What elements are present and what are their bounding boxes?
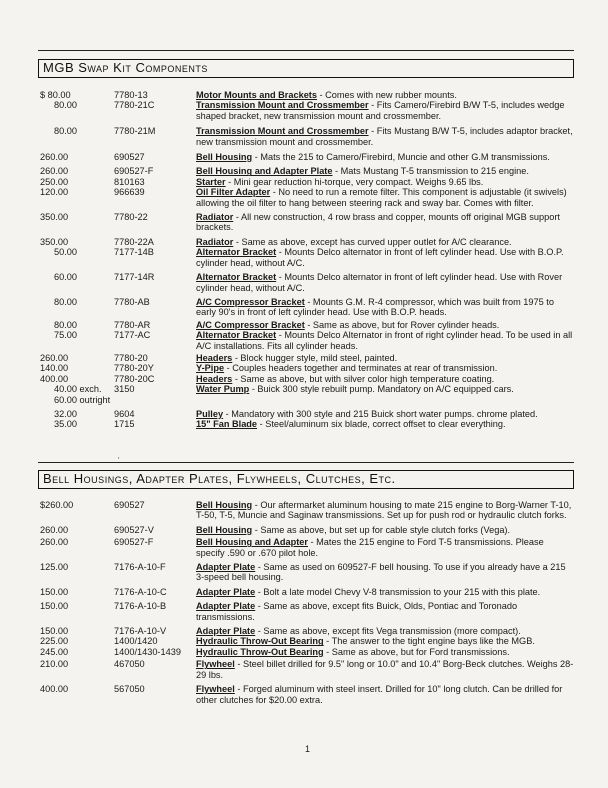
table-row <box>0 363 608 373</box>
item-part-number: 7780-21M <box>114 126 156 137</box>
item-price: 35.00 <box>54 419 77 430</box>
item-name: Hydraulic Throw-Out Bearing <box>196 636 324 647</box>
item-details: - Fits Camero/Firebird B/W T-5, includes wedge shaped bracket, new transmission mount and crossmember. <box>196 100 565 121</box>
item-price: 125.00 <box>40 562 69 573</box>
table-row <box>0 297 608 318</box>
item-part-number: 1400/1420 <box>114 636 158 647</box>
table-row <box>0 100 608 121</box>
item-description <box>196 659 574 680</box>
table-row <box>0 177 608 187</box>
item-part-number: 7780-20Y <box>114 363 154 374</box>
item-name: Starter <box>196 176 226 187</box>
item-name: Alternator Bracket <box>196 247 277 258</box>
item-price: 120.00 <box>40 187 69 198</box>
item-details: - Mounts Delco Alternator in front of right cylinder head. To be used in all A/C installations. Fits all cylinder heads. <box>196 330 573 351</box>
item-description <box>196 166 574 176</box>
item-part-number: 7780-20 <box>114 352 148 363</box>
item-details: - Forged aluminum with steel insert. Drilled for 10" long clutch. Can be drilled for other clutches for $20.00 extra. <box>196 684 563 705</box>
item-part-number: 7780-AB <box>114 296 150 307</box>
table-row <box>0 537 608 558</box>
item-price: 400.00 <box>40 373 69 384</box>
item-part-number: 7780-13 <box>114 90 148 100</box>
item-part-number: 7780-21C <box>114 100 155 111</box>
table-row <box>0 500 608 521</box>
item-part-number: 7176-A-10-V <box>114 626 167 637</box>
table-row <box>0 320 608 330</box>
item-part-number: 7780-22A <box>114 236 154 247</box>
table-row <box>0 636 608 646</box>
table-row <box>0 353 608 363</box>
item-description <box>196 212 574 233</box>
item-part-number: 1715 <box>114 419 135 430</box>
page-number: 1 <box>305 744 311 754</box>
section-title-mgb-swap-kit: MGB Swap Kit Components <box>38 59 574 78</box>
item-description <box>196 152 574 162</box>
item-description <box>196 601 574 622</box>
item-price: 40.00 exch. <box>54 384 102 395</box>
item-details: - Mini gear reduction hi-torque, very compact. Weighs 9.65 lbs. <box>225 176 484 187</box>
item-name: Water Pump <box>196 384 250 395</box>
item-name: A/C Compressor Bracket <box>196 296 305 307</box>
table-row <box>0 272 608 293</box>
item-details: - Steel billet drilled for 9.5" long or 10.0" and 10.4" Borg-Beck clutches. Weighs 28-29 lbs. <box>196 659 574 680</box>
item-description <box>196 562 574 583</box>
item-name: Hydraulic Throw-Out Bearing <box>196 646 324 657</box>
item-description <box>196 90 574 100</box>
item-price: 50.00 <box>54 247 77 258</box>
item-details: - Same as above, except fits Vega transmission (more compact). <box>255 626 521 637</box>
table-row <box>0 525 608 535</box>
item-price: 260.00 <box>40 152 69 163</box>
item-part-number: 7780-22 <box>114 212 148 223</box>
item-part-number: 690527-V <box>114 524 154 535</box>
item-description <box>196 297 574 318</box>
item-description <box>196 409 574 419</box>
item-details: - Mounts Delco alternator in front of left cylinder head. Use with Rover cylinder head, without A/C. <box>196 272 563 293</box>
item-details: - Mates the 215 engine to Ford T-5 transmissions. Please specify .590 or .670 pilot hole. <box>196 537 544 558</box>
item-part-number: 7176-A-10-F <box>114 562 166 573</box>
item-price: 350.00 <box>40 236 69 247</box>
item-details: - Fits Mustang B/W T-5, includes adaptor bracket, new transmission mount and crossmember. <box>196 126 573 147</box>
item-part-number: 7780-AR <box>114 319 151 330</box>
item-details: - Buick 300 style rebuilt pump. Mandatory on A/C equipped cars. <box>249 384 514 395</box>
item-description <box>196 363 574 373</box>
item-price: 210.00 <box>40 659 69 670</box>
item-part-number: 567050 <box>114 684 145 695</box>
item-price: 150.00 <box>40 586 69 597</box>
item-name: Adapter Plate <box>196 586 256 597</box>
item-price: $260.00 <box>40 500 74 510</box>
item-price: 140.00 <box>40 363 69 374</box>
item-details: - Same as used on 609527-F bell housing. To use if you already have a 215 3-speed bell housing. <box>196 562 566 583</box>
item-details: - Same as above, except has curved upper outlet for A/C clearance. <box>233 236 512 247</box>
item-part-number: 3150 <box>114 384 135 395</box>
table-row <box>0 384 608 405</box>
item-part-number: 467050 <box>114 659 145 670</box>
item-name: Radiator <box>196 236 234 247</box>
item-price: 260.00 <box>40 352 69 363</box>
top-rule <box>38 50 574 51</box>
item-name: Transmission Mount and Crossmember <box>196 126 369 137</box>
item-name: Bell Housing <box>196 152 253 163</box>
item-description <box>196 177 574 187</box>
item-name: Adapter Plate <box>196 626 256 637</box>
item-description <box>196 636 574 646</box>
item-details: - Mounts G.M. R-4 compressor, which was built from 1975 to early 90's in front of left cylinder head. Use with B.O.P. heads. <box>196 296 554 318</box>
item-price: 245.00 <box>40 646 69 657</box>
table-row <box>0 126 608 147</box>
item-part-number: 810163 <box>114 176 145 187</box>
item-description <box>196 187 574 208</box>
item-details: - Same as above, but for Ford transmissions. <box>323 646 510 657</box>
table-row <box>0 626 608 636</box>
item-price: 75.00 <box>54 330 77 341</box>
item-details: - Mounts Delco alternator in front of left cylinder head. Use with B.O.P. cylinder head, without A/C. <box>196 247 564 268</box>
item-part-number: 690527 <box>114 152 145 163</box>
item-name: Bell Housing and Adapter Plate <box>196 166 333 177</box>
table-row <box>0 374 608 384</box>
item-price: 80.00 <box>54 100 77 111</box>
item-name: Motor Mounts and Brackets <box>196 90 317 100</box>
item-description <box>196 374 574 384</box>
item-details: - Mats the 215 to Camero/Firebird, Muncie and other G.M transmissions. <box>252 152 550 163</box>
item-price: 400.00 <box>40 684 69 695</box>
item-price: 80.00 <box>54 296 77 307</box>
item-description <box>196 419 574 429</box>
table-row <box>0 166 608 176</box>
table-row <box>0 187 608 208</box>
item-price: 80.00 <box>54 126 77 137</box>
table-row <box>0 90 608 100</box>
item-name: Flywheel <box>196 684 235 695</box>
item-part-number: 1400/1430-1439 <box>114 646 181 657</box>
item-description <box>196 525 574 535</box>
table-row <box>0 152 608 162</box>
item-details: - Same as above, but with silver color high temperature coating. <box>232 373 495 384</box>
item-name: Alternator Bracket <box>196 330 277 341</box>
item-name: Pulley <box>196 408 224 419</box>
item-name: Transmission Mount and Crossmember <box>196 100 369 111</box>
item-part-number: 7176-A-10-B <box>114 601 167 612</box>
table-row <box>0 330 608 351</box>
item-details: - Couples headers together and terminates at rear of transmission. <box>224 363 498 374</box>
table-row <box>0 587 608 597</box>
item-part-number: 966639 <box>114 187 145 198</box>
table-row <box>0 409 608 419</box>
item-description <box>196 500 574 521</box>
item-details: - Mats Mustang T-5 transmission to 215 engine. <box>332 166 529 177</box>
section-divider-rule <box>38 462 574 463</box>
item-price: 80.00 <box>54 319 77 330</box>
item-price: 60.00 <box>54 272 77 283</box>
item-price: 32.00 <box>54 408 77 419</box>
item-description <box>196 384 574 394</box>
item-details: - Same as above, but set up for cable style clutch forks (Vega). <box>252 524 511 535</box>
table-row <box>0 684 608 705</box>
item-description <box>196 320 574 330</box>
item-name: A/C Compressor Bracket <box>196 319 305 330</box>
item-name: Alternator Bracket <box>196 272 277 283</box>
item-name: Y-Pipe <box>196 363 225 374</box>
item-name: Radiator <box>196 212 234 223</box>
item-name: Bell Housing and Adapter <box>196 537 308 548</box>
item-description <box>196 684 574 705</box>
item-name: 15" Fan Blade <box>196 419 258 430</box>
item-description <box>196 100 574 121</box>
item-name: Flywheel <box>196 659 235 670</box>
item-price: 260.00 <box>40 537 69 548</box>
item-name: Headers <box>196 373 233 384</box>
item-details: - All new construction, 4 row brass and copper, mounts off original MGB support brackets. <box>196 212 560 233</box>
item-description <box>196 330 574 351</box>
item-price: 150.00 <box>40 626 69 637</box>
item-description <box>196 626 574 636</box>
table-row <box>0 247 608 268</box>
item-details: - The answer to the tight engine bays like the MGB. <box>323 636 535 647</box>
item-price: 260.00 <box>40 166 69 177</box>
item-name: Adapter Plate <box>196 562 256 573</box>
stray-mark: ' <box>118 456 120 465</box>
item-price: 350.00 <box>40 212 69 223</box>
item-name: Oil Filter Adapter <box>196 187 271 198</box>
item-part-number: 690527 <box>114 500 145 510</box>
item-part-number: 7780-20C <box>114 373 155 384</box>
item-details: - Comes with new rubber mounts. <box>316 90 457 100</box>
item-part-number: 7177-14B <box>114 247 154 258</box>
item-name: Bell Housing <box>196 500 253 510</box>
item-price: $ 80.00 <box>40 90 71 100</box>
item-part-number: 9604 <box>114 408 135 419</box>
item-details: - Block hugger style, mild steel, painted. <box>232 352 398 363</box>
item-description <box>196 353 574 363</box>
table-row <box>0 601 608 622</box>
item-name: Headers <box>196 352 233 363</box>
section-title-bell-housings: Bell Housings, Adapter Plates, Flywheels, Clutches, Etc. <box>38 470 574 489</box>
item-details: - No need to run a remote filter. This component is adjustable (it swivels) allowing the oil filter to hang between steering rack and sway bar. Comes with filter. <box>196 187 567 208</box>
item-details: - Same as above, but for Rover cylinder heads. <box>304 319 500 330</box>
item-details: - Steel/aluminum six blade, correct offset to clear everything. <box>257 419 506 430</box>
item-price-outright: 60.00 outright <box>54 394 111 405</box>
item-part-number: 7177-14R <box>114 272 155 283</box>
item-price: 260.00 <box>40 524 69 535</box>
item-description <box>196 126 574 147</box>
item-part-number: 7177-AC <box>114 330 151 341</box>
item-name: Adapter Plate <box>196 601 256 612</box>
item-name: Bell Housing <box>196 524 253 535</box>
item-details: - Our aftermarket aluminum housing to mate 215 engine to Borg-Warner T-10, T-50, T-5, Muncie and Saginaw transmissions. Set up for push rod or hydraulic clutch forks. <box>196 500 572 521</box>
table-row <box>0 212 608 233</box>
parts-list-bell-housings <box>0 500 608 705</box>
table-row <box>0 647 608 657</box>
item-price: 225.00 <box>40 636 69 647</box>
item-part-number: 690527-F <box>114 166 154 177</box>
item-description <box>196 537 574 558</box>
table-row <box>0 419 608 429</box>
item-description <box>196 272 574 293</box>
item-price: 150.00 <box>40 601 69 612</box>
item-part-number: 7176-A-10-C <box>114 586 167 597</box>
item-details: - Bolt a late model Chevy V-8 transmission to your 215 with this plate. <box>255 586 541 597</box>
item-description <box>196 247 574 268</box>
item-part-number: 690527-F <box>114 537 154 548</box>
item-description <box>196 647 574 657</box>
item-description <box>196 237 574 247</box>
table-row <box>0 659 608 680</box>
parts-list-swap-kit <box>0 90 608 430</box>
item-details: - Same as above, except fits Buick, Olds, Pontiac and Toronado transmissions. <box>196 601 518 622</box>
item-description <box>196 587 574 597</box>
table-row <box>0 237 608 247</box>
item-price: 250.00 <box>40 176 69 187</box>
table-row <box>0 562 608 583</box>
item-details: - Mandatory with 300 style and 215 Buick short water pumps. chrome plated. <box>223 408 538 419</box>
